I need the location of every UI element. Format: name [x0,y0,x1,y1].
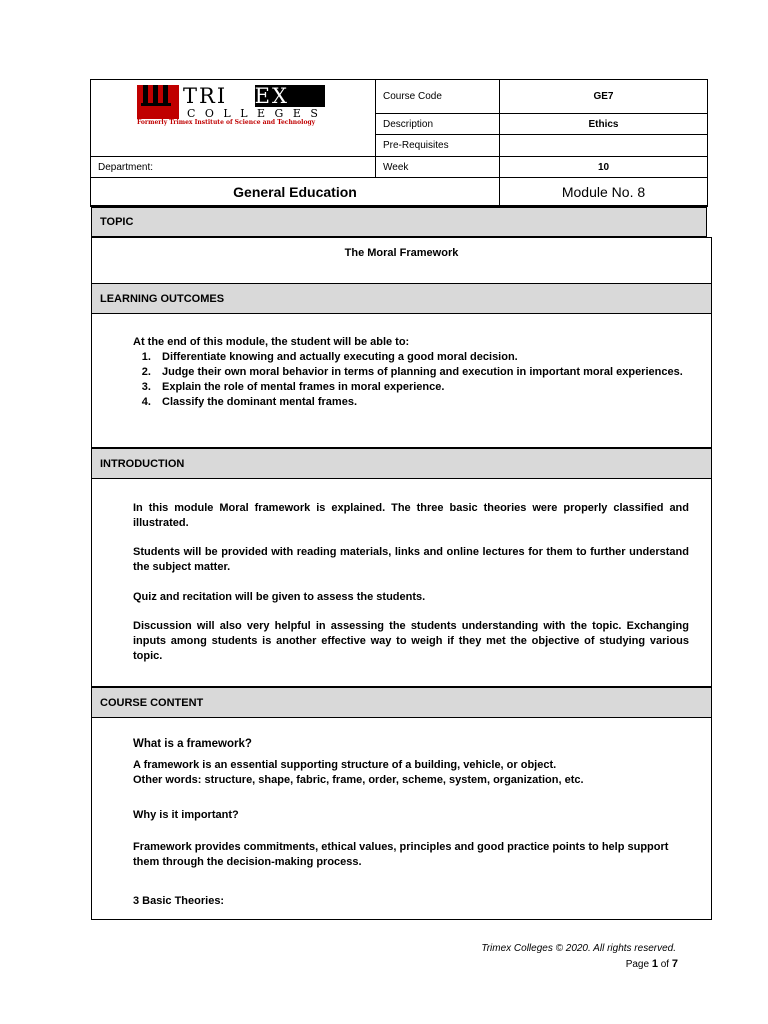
page-total: 7 [671,958,678,970]
learning-outcomes-intro: At the end of this module, the student will be able to: [133,336,410,348]
page-word: Page [625,959,650,970]
learning-outcomes-body [91,314,712,448]
department-name-cell [90,177,500,207]
introduction-body [91,479,712,687]
prerequisites-label-cell [375,134,500,157]
answer-framework-definition: A framework is an essential supporting structure of a building, vehicle, or object. [133,759,557,771]
logo-pillar [163,85,168,103]
logo-letter: R [199,84,217,108]
description-label-cell [375,113,500,135]
department-label-cell [90,156,376,178]
footer-page-number [500,958,678,970]
question-why-important: Why is it important? [133,809,239,821]
page-current: 1 [651,958,658,970]
course-content-heading [91,687,712,718]
course-content-body [91,718,712,920]
logo-letter: M [231,84,255,108]
introduction-paragraph: Students will be provided with reading materials, links and online lectures for them to further understand the subject matter. [133,546,689,573]
prerequisites-value [500,135,707,156]
introduction-heading-text: INTRODUCTION [100,457,185,470]
answer-why-important: Framework provides commitments, ethical values, principles and good practice points to help support them through the decision-making process. [133,841,669,868]
introduction-paragraph: Discussion will also very helpful in assessing the students understanding with the topic. Exchanging inputs among students is another effective way to weigh if they met the objective of studying various topic. [133,620,689,662]
course-code-label: Course Code [383,91,442,102]
description-value: Ethics [588,118,619,130]
logo-cell [90,79,376,157]
outcome-item: 1. Differentiate knowing and actually executing a good moral decision. [154,350,694,365]
question-what-is-framework: What is a framework? [133,738,252,750]
topic-body [91,237,712,284]
logo-pillar [153,85,158,103]
logo-letter: T [183,84,200,108]
introduction-paragraph: Quiz and recitation will be given to assess the students. [133,591,426,603]
department-label: Department: [98,161,154,173]
prerequisites-value-cell [499,134,708,157]
course-code-label-cell [375,79,500,114]
module-number: Module No. 8 [561,183,646,200]
logo-former-name: Formerly Trimex Institute of Science and Technology [137,119,316,126]
week-value: 10 [597,161,610,173]
logo-subtitle: C O L L E G E S [187,107,321,120]
learning-outcomes-heading-text: LEARNING OUTCOMES [100,292,225,305]
introduction-heading [91,448,712,479]
logo-pillar [143,85,148,103]
basic-theories-label: 3 Basic Theories: [133,895,225,907]
logo-base [141,103,171,106]
department-name: General Education [233,183,357,200]
introduction-paragraph: In this module Moral framework is explained. The three basic theories were properly classified and illustrated. [133,502,689,529]
answer-framework-synonyms: Other words: structure, shape, fabric, frame, order, scheme, system, organization, etc. [133,774,584,786]
outcome-item: 2. Judge their own moral behavior in terms of planning and execution in important moral experiences. [154,365,694,380]
course-code-value: GE7 [593,91,614,102]
week-label: Week [383,161,409,173]
learning-outcomes-heading [91,283,712,314]
topic-heading-text: TOPIC [100,216,134,228]
logo-letter: I [216,84,228,108]
description-value-cell [499,113,708,135]
topic-title: The Moral Framework [344,247,459,259]
logo-letters [183,83,333,109]
logo-letter: E [254,84,272,108]
outcome-item: 3. Explain the role of mental frames in moral experience. [154,380,694,395]
topic-heading [91,207,707,237]
course-code-value-cell [499,79,708,114]
description-label: Description [383,118,434,130]
logo-letter: X [271,84,289,108]
week-value-cell [499,156,708,178]
week-label-cell [375,156,500,178]
course-content-heading-text: COURSE CONTENT [100,696,204,709]
footer-copyright: Trimex Colleges © 2020. All rights reserved. [481,943,676,954]
prerequisites-label: Pre-Requisites [383,140,449,151]
module-number-cell [499,177,708,207]
trimex-logo [137,83,337,132]
learning-outcomes-list [109,350,694,410]
outcome-item: 4. Classify the dominant mental frames. [154,395,694,410]
page-of: of [660,959,670,970]
